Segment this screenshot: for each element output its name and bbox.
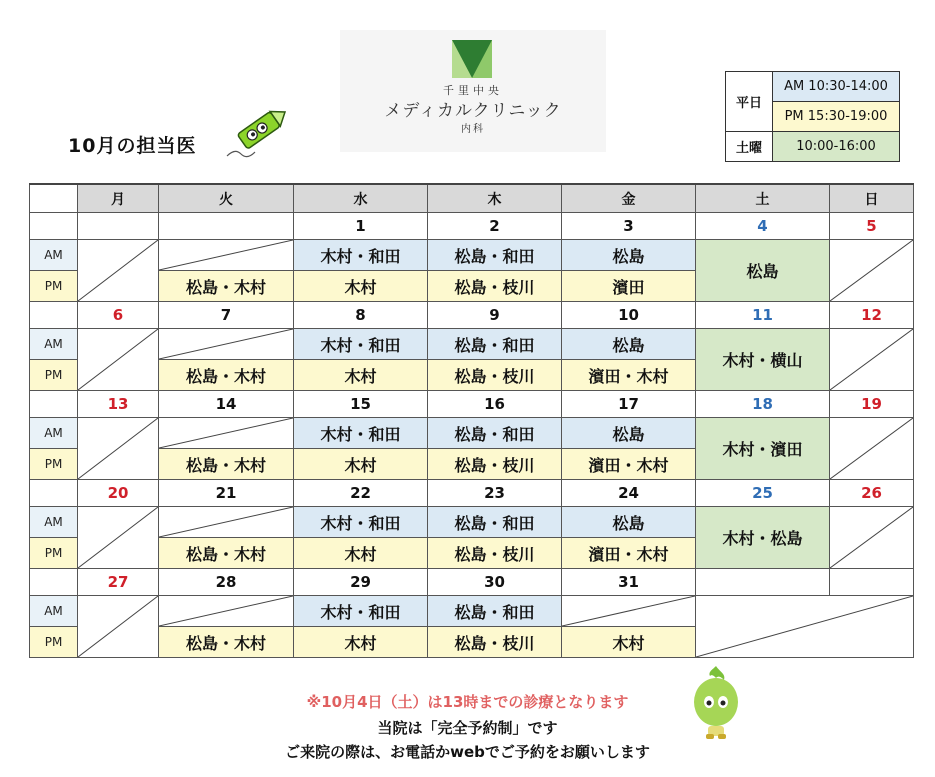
wed-pm-doctor: 木村 — [294, 449, 428, 480]
date-thu: 16 — [428, 391, 562, 418]
unavailable-slash — [562, 596, 695, 626]
unavailable-slash — [159, 329, 293, 359]
date-wed: 22 — [294, 480, 428, 507]
tue-pm-doctor: 松島・木村 — [159, 627, 294, 658]
pm-label: PM — [30, 360, 78, 391]
clinic-logo-mark-icon — [452, 40, 492, 78]
date-mon: 27 — [78, 569, 159, 596]
logo-line-1: 千里中央 — [443, 84, 503, 97]
date-sun — [830, 569, 914, 596]
thu-pm-doctor: 松島・枝川 — [428, 538, 562, 569]
am-row — [30, 329, 914, 360]
sat-doctor: 木村・濱田 — [696, 418, 830, 480]
header-wed: 水 — [294, 184, 428, 213]
unavailable-slash — [78, 418, 158, 479]
fri-pm-doctor: 木村 — [562, 627, 696, 658]
wed-am-doctor: 木村・和田 — [294, 329, 428, 360]
date-sat — [696, 569, 830, 596]
date-row — [30, 391, 914, 418]
date-thu: 23 — [428, 480, 562, 507]
date-tue: 21 — [159, 480, 294, 507]
date-tue: 7 — [159, 302, 294, 329]
am-label: AM — [30, 329, 78, 360]
wed-am-doctor: 木村・和田 — [294, 596, 428, 627]
unavailable-slash — [78, 596, 158, 657]
wed-pm-doctor: 木村 — [294, 360, 428, 391]
date-sat: 4 — [696, 213, 830, 240]
mon-closed — [78, 507, 159, 569]
date-fri: 17 — [562, 391, 696, 418]
wed-am-doctor: 木村・和田 — [294, 507, 428, 538]
date-wed: 1 — [294, 213, 428, 240]
header-thu: 木 — [428, 184, 562, 213]
date-fri: 10 — [562, 302, 696, 329]
wed-pm-doctor: 木村 — [294, 271, 428, 302]
date-mon: 20 — [78, 480, 159, 507]
am-row — [30, 596, 914, 627]
fri-pm-doctor: 濱田・木村 — [562, 538, 696, 569]
date-fri: 31 — [562, 569, 696, 596]
tue-pm-doctor: 松島・木村 — [159, 360, 294, 391]
tue-pm-doctor: 松島・木村 — [159, 449, 294, 480]
date-sat: 11 — [696, 302, 830, 329]
weekday-pm-hours: PM 15:30-19:00 — [773, 102, 900, 132]
unavailable-slash — [696, 596, 913, 657]
date-row — [30, 569, 914, 596]
pm-label: PM — [30, 627, 78, 658]
unavailable-slash — [78, 329, 158, 390]
date-fri: 24 — [562, 480, 696, 507]
tue-am-closed — [159, 507, 294, 538]
date-mon: 13 — [78, 391, 159, 418]
tue-am-closed — [159, 596, 294, 627]
thu-am-doctor: 松島・和田 — [428, 418, 562, 449]
date-mon — [78, 213, 159, 240]
thu-am-doctor: 松島・和田 — [428, 240, 562, 271]
unavailable-slash — [830, 329, 913, 390]
sun-closed — [830, 507, 914, 569]
fri-am-doctor: 松島 — [562, 329, 696, 360]
wed-pm-doctor: 木村 — [294, 627, 428, 658]
unavailable-slash — [159, 596, 293, 626]
date-sun: 19 — [830, 391, 914, 418]
clinic-logo — [340, 30, 606, 152]
sat-doctor: 木村・松島 — [696, 507, 830, 569]
header-mon: 月 — [78, 184, 159, 213]
fri-pm-doctor: 濱田 — [562, 271, 696, 302]
thu-am-doctor: 松島・和田 — [428, 329, 562, 360]
unavailable-slash — [78, 507, 158, 568]
thu-pm-doctor: 松島・枝川 — [428, 627, 562, 658]
date-sun: 5 — [830, 213, 914, 240]
thu-am-doctor: 松島・和田 — [428, 507, 562, 538]
date-row-label — [30, 391, 78, 418]
thu-pm-doctor: 松島・枝川 — [428, 449, 562, 480]
page-title: 10月の担当医 — [68, 135, 197, 157]
fri-am-doctor: 松島 — [562, 507, 696, 538]
am-label: AM — [30, 418, 78, 449]
saturday-hours: 10:00-16:00 — [773, 132, 900, 162]
date-row-label — [30, 213, 78, 240]
date-sun: 12 — [830, 302, 914, 329]
leaf-mascot-icon — [690, 664, 742, 742]
date-thu: 30 — [428, 569, 562, 596]
logo-department: 内科 — [461, 124, 485, 135]
sun-closed — [830, 240, 914, 302]
header-sun: 日 — [830, 184, 914, 213]
am-label: AM — [30, 596, 78, 627]
date-mon: 6 — [78, 302, 159, 329]
reservation-notice: 当院は「完全予約制」です — [377, 719, 558, 737]
pm-label: PM — [30, 449, 78, 480]
date-row-label — [30, 302, 78, 329]
weekday-am-hours: AM 10:30-14:00 — [773, 72, 900, 102]
wed-am-doctor: 木村・和田 — [294, 240, 428, 271]
sun-closed — [830, 329, 914, 391]
crayon-icon — [225, 98, 297, 162]
mon-closed — [78, 240, 159, 302]
mon-closed — [78, 418, 159, 480]
date-wed: 15 — [294, 391, 428, 418]
thu-pm-doctor: 松島・枝川 — [428, 360, 562, 391]
sun-closed — [830, 418, 914, 480]
tue-am-closed — [159, 240, 294, 271]
fri-am-doctor: 松島 — [562, 418, 696, 449]
date-sat: 25 — [696, 480, 830, 507]
unavailable-slash — [159, 418, 293, 448]
doctor-schedule-calendar — [29, 183, 914, 658]
date-thu: 2 — [428, 213, 562, 240]
date-fri: 3 — [562, 213, 696, 240]
header-tue: 火 — [159, 184, 294, 213]
sat-closed — [696, 596, 914, 658]
tue-am-closed — [159, 329, 294, 360]
wed-am-doctor: 木村・和田 — [294, 418, 428, 449]
logo-clinic-name: メディカルクリニック — [384, 101, 562, 121]
date-tue: 14 — [159, 391, 294, 418]
unavailable-slash — [830, 507, 913, 568]
tue-pm-doctor: 松島・木村 — [159, 271, 294, 302]
date-row-label — [30, 480, 78, 507]
sat-doctor: 松島 — [696, 240, 830, 302]
wed-pm-doctor: 木村 — [294, 538, 428, 569]
am-row — [30, 507, 914, 538]
mon-closed — [78, 596, 159, 658]
am-row — [30, 240, 914, 271]
date-sun: 26 — [830, 480, 914, 507]
unavailable-slash — [830, 418, 913, 479]
date-row — [30, 302, 914, 329]
date-tue — [159, 213, 294, 240]
corner-cell — [30, 184, 78, 213]
am-label: AM — [30, 507, 78, 538]
mon-closed — [78, 329, 159, 391]
special-notice: ※10月4日（土）は13時までの診療となります — [306, 693, 629, 711]
date-wed: 29 — [294, 569, 428, 596]
date-sat: 18 — [696, 391, 830, 418]
header-sat: 土 — [696, 184, 830, 213]
pm-label: PM — [30, 538, 78, 569]
unavailable-slash — [78, 240, 158, 301]
unavailable-slash — [159, 507, 293, 537]
date-thu: 9 — [428, 302, 562, 329]
date-tue: 28 — [159, 569, 294, 596]
date-row-label — [30, 569, 78, 596]
fri-pm-doctor: 濱田・木村 — [562, 449, 696, 480]
fri-pm-doctor: 濱田・木村 — [562, 360, 696, 391]
am-label: AM — [30, 240, 78, 271]
fri-am-doctor: 松島 — [562, 240, 696, 271]
reservation-instructions: ご来院の際は、お電話かwebでご予約をお願いします — [285, 743, 650, 761]
am-row — [30, 418, 914, 449]
thu-pm-doctor: 松島・枝川 — [428, 271, 562, 302]
sat-doctor: 木村・横山 — [696, 329, 830, 391]
unavailable-slash — [830, 240, 913, 301]
date-row — [30, 480, 914, 507]
thu-am-doctor: 松島・和田 — [428, 596, 562, 627]
fri-am-closed — [562, 596, 696, 627]
saturday-label: 土曜 — [726, 132, 773, 162]
date-row — [30, 213, 914, 240]
date-wed: 8 — [294, 302, 428, 329]
unavailable-slash — [159, 240, 293, 270]
header-fri: 金 — [562, 184, 696, 213]
weekday-label: 平日 — [726, 72, 773, 132]
hours-table — [725, 71, 900, 162]
tue-pm-doctor: 松島・木村 — [159, 538, 294, 569]
tue-am-closed — [159, 418, 294, 449]
pm-label: PM — [30, 271, 78, 302]
